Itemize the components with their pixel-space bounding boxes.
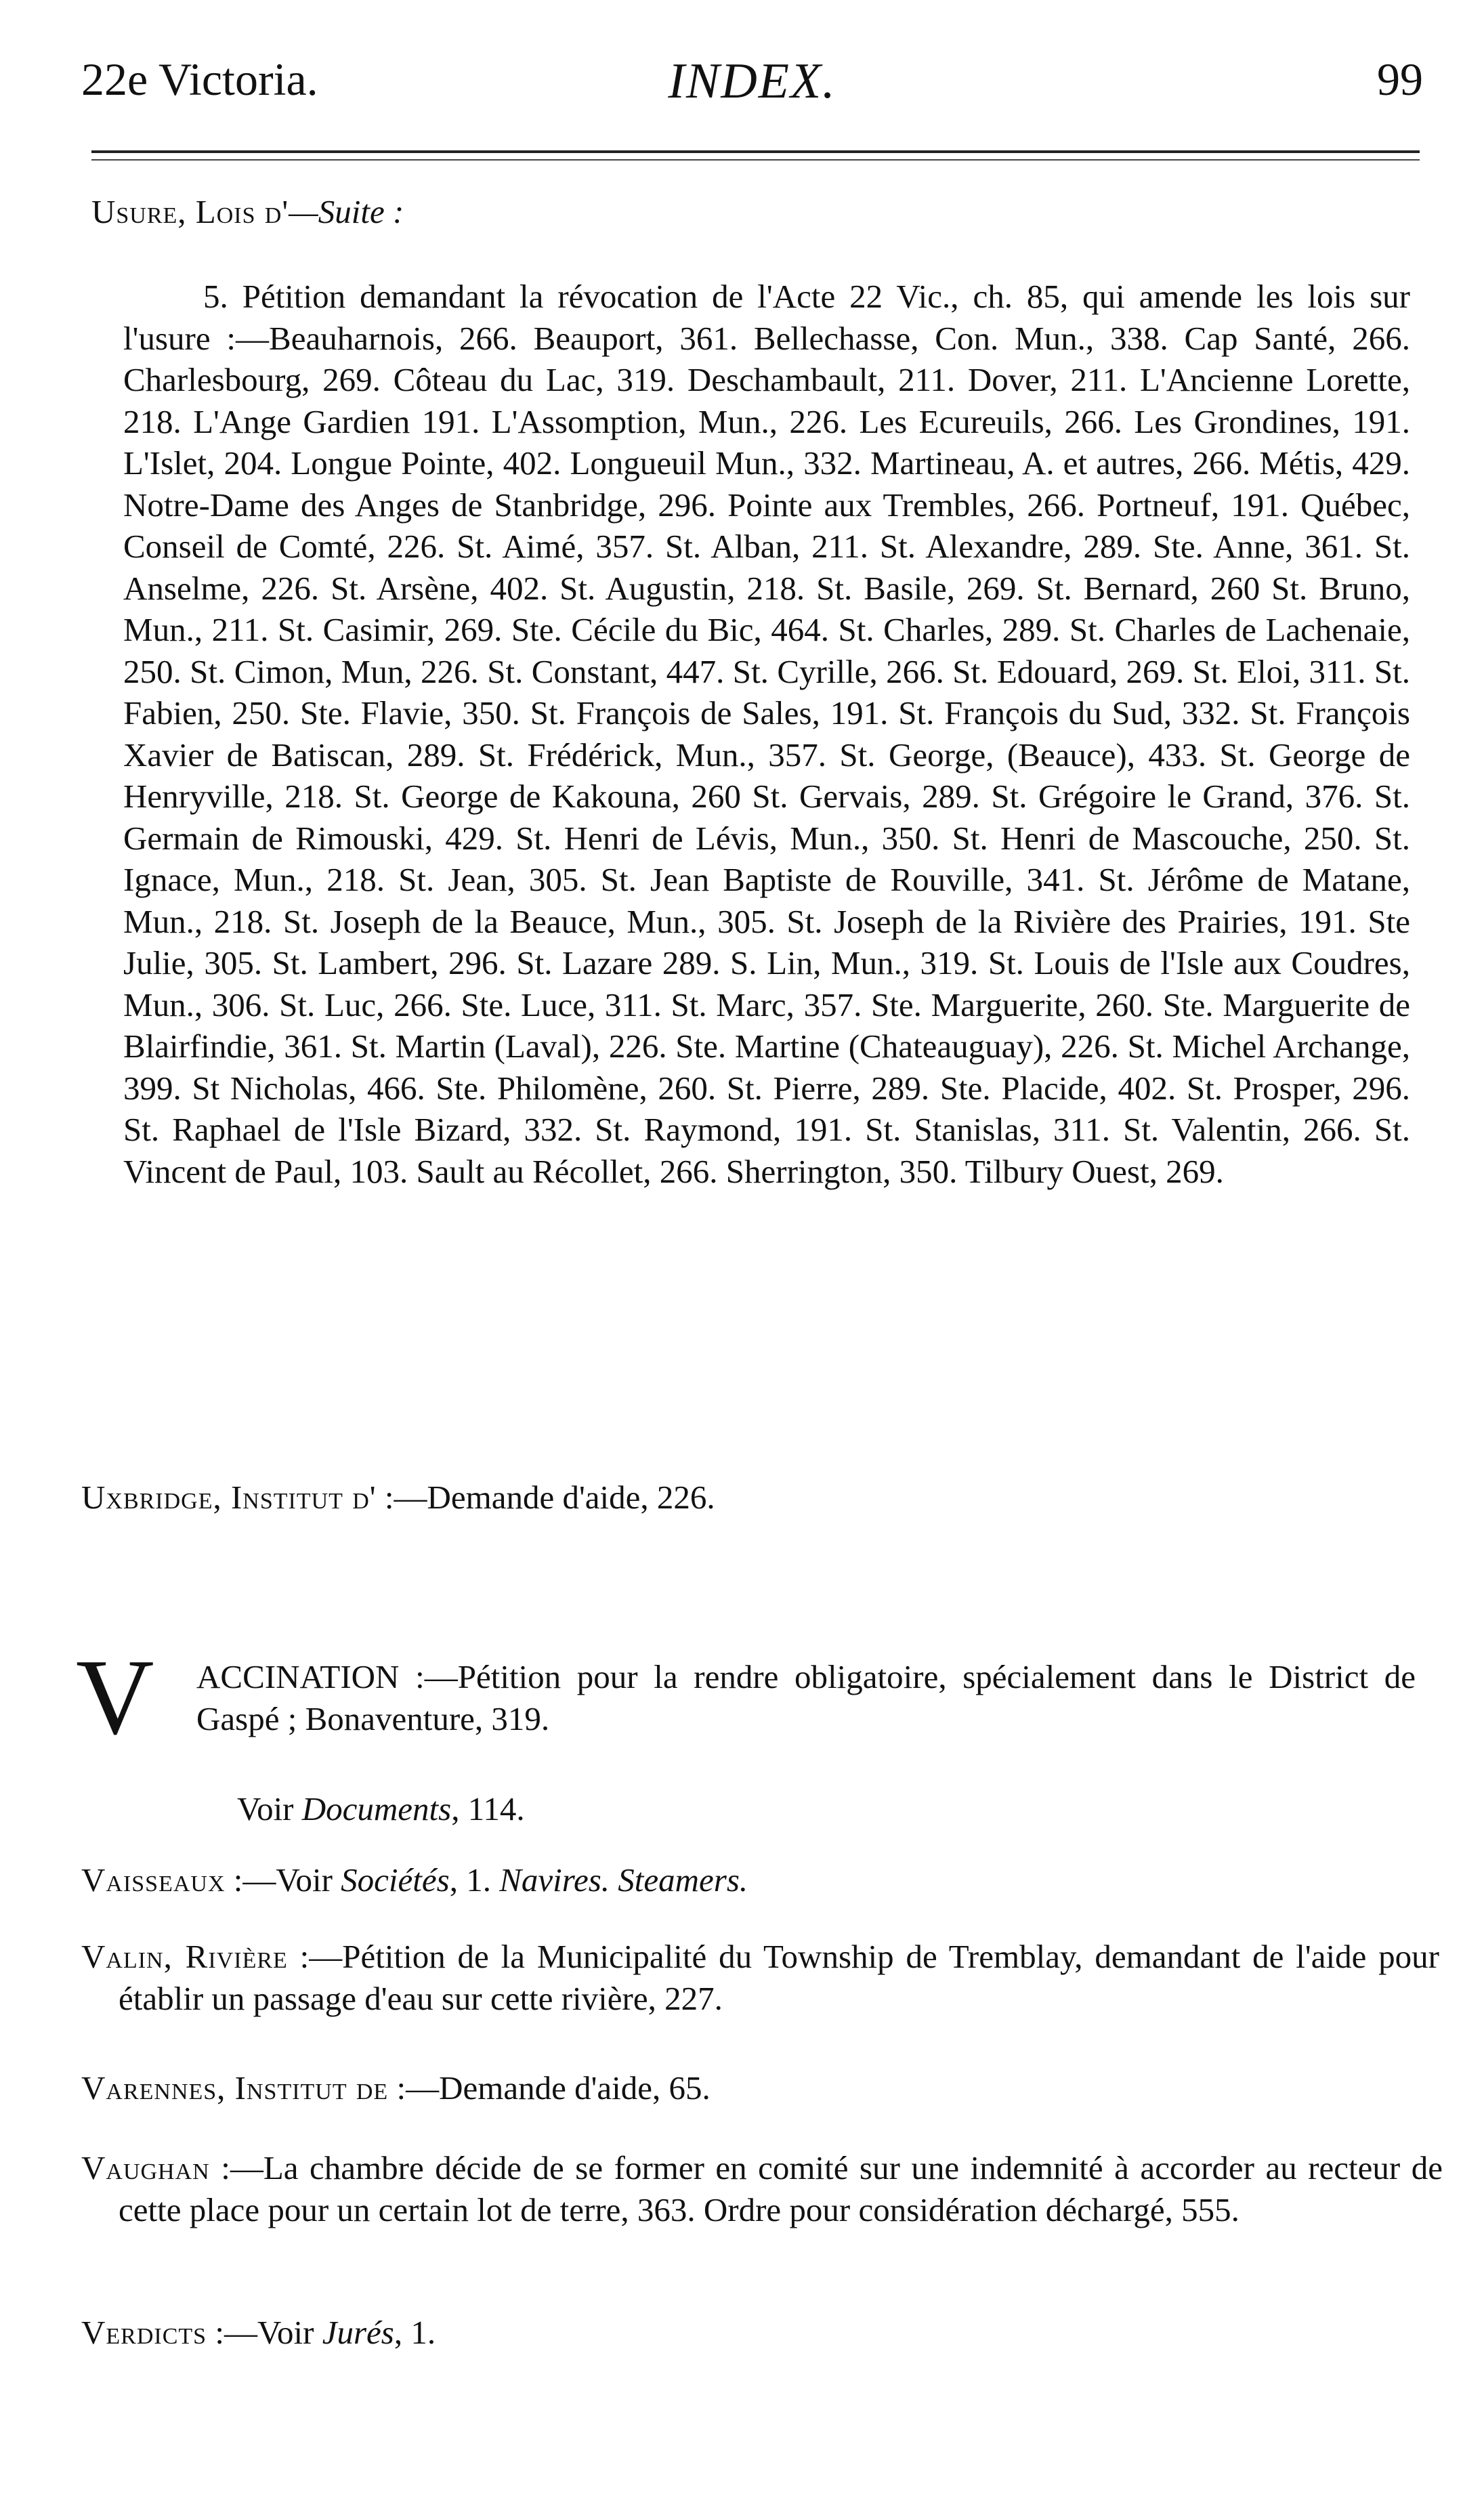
entry-uxbridge-text: :—Demande d'aide, 226. bbox=[376, 1479, 715, 1516]
entry-uxbridge-name: Uxbridge, Institut d' bbox=[81, 1479, 377, 1516]
header-title: INDEX. bbox=[668, 54, 836, 109]
entry-verdicts-page: , 1. bbox=[394, 2314, 436, 2351]
entry-vaisseaux-mid: , 1. bbox=[449, 1861, 500, 1899]
entry-varennes bbox=[81, 2067, 711, 2109]
entry-vaisseaux-ref2: Navires. Steamers. bbox=[499, 1861, 748, 1899]
entry-vaccination-voir bbox=[237, 1788, 525, 1830]
entry-vaisseaux-name: Vaisseaux bbox=[81, 1861, 226, 1899]
running-header bbox=[81, 41, 1423, 115]
entry-verdicts-text: :—Voir bbox=[207, 2314, 322, 2351]
entry-vaisseaux-ref1: Sociétés bbox=[341, 1861, 450, 1899]
drop-cap-v: V bbox=[76, 1636, 154, 1757]
entry-verdicts bbox=[81, 2312, 436, 2354]
entry-vaccination bbox=[196, 1656, 1416, 1739]
entry-vaccination-text: :—Pétition pour la rendre obligatoire, spécialement dans le District de Gaspé ; Bonaventure, 319. bbox=[196, 1658, 1416, 1737]
header-rule-thick bbox=[91, 150, 1420, 153]
entry-valin bbox=[81, 1936, 1439, 2019]
entry-valin-name: Valin, Rivière bbox=[81, 1938, 288, 1975]
header-volume: 22e Victoria. bbox=[81, 54, 318, 105]
entry-vaughan-text: :—La chambre décide de se former en comité sur une indemnité à accorder au recteur de cette place pour un certain lot de terre, 363. Ordre pour considération déchargé, 555. bbox=[119, 2149, 1443, 2228]
page-number: 99 bbox=[1377, 54, 1423, 105]
entry-vaisseaux bbox=[81, 1859, 748, 1901]
voir-page: , 114. bbox=[451, 1790, 525, 1827]
entry-usure-suite: —Suite : bbox=[289, 193, 404, 230]
entry-usure-body: 5. Pétition demandant la révocation de l'Acte 22 Vic., ch. 85, qui amende les lois sur l'usure :—Beauharnois, 266. Beauport, 361. Bellechasse, Con. Mun., 338. Cap Santé, 266. Charlesbourg, 269. Côteau du Lac, 319. Deschambault, 211. Dover, 211. L'Ancienne Lorette, 218. L'Ange Gardien 191. L'Assomption, Mun., 226. Les Ecureuils, 266. Les Grondines, 191. L'Islet, 204. Longue Pointe, 402. Longueuil Mun., 332. Martineau, A. et autres, 266. Métis, 429. Notre-Dame des Anges de Stanbridge, 296. Pointe aux Trembles, 266. Portneuf, 191. Québec, Conseil de Comté, 226. St. Aimé, 357. St. Alban, 211. St. Alexandre, 289. Ste. Anne, 361. St. Anselme, 226. St. Arsène, 402. St. Augustin, 218. St. Basile, 269. St. Bernard, 260 St. Bruno, Mun., 211. St. Casimir, 269. Ste. Cécile du Bic, 464. St. Charles, 289. St. Charles de Lachenaie, 250. St. Cimon, Mun, 226. St. Constant, 447. St. Cyrille, 266. St. Edouard, 269. St. Eloi, 311. St. Fabien, 250. Ste. Flavie, 350. St. François de Sales, 191. St. François du Sud, 332. St. François Xavier de Batiscan, 289. St. Frédérick, Mun., 357. St. George, (Beauce), 433. St. George de Henryville, 218. St. George de Kakouna, 260 St. Gervais, 289. St. Grégoire le Grand, 376. St. Germain de Rimouski, 429. St. Henri de Lévis, Mun., 350. St. Henri de Mascouche, 250. St. Ignace, Mun., 218. St. Jean, 305. St. Jean Baptiste de Rouville, 341. St. Jérôme de Matane, Mun., 218. St. Joseph de la Beauce, Mun., 305. St. Joseph de la Rivière des Prairies, 191. Ste Julie, 305. St. Lambert, 296. St. Lazare 289. S. Lin, Mun., 319. St. Louis de l'Isle aux Coudres, Mun., 306. St. Luc, 266. Ste. Luce, 311. St. Marc, 357. Ste. Marguerite, 260. Ste. Marguerite de Blairfindie, 361. St. Martin (Laval), 226. Ste. Martine (Chateauguay), 226. St. Michel Archange, 399. St Nicholas, 466. Ste. Philomène, 260. St. Pierre, 289. Ste. Placide, 402. St. Prosper, 296. St. Raphael de l'Isle Bizard, 332. St. Raymond, 191. St. Stanislas, 311. St. Valentin, 266. St. Vincent de Paul, 103. Sault au Récollet, 266. Sherrington, 350. Tilbury Ouest, 269. bbox=[123, 278, 1410, 1190]
entry-vaisseaux-text: :—Voir bbox=[225, 1861, 341, 1899]
entry-verdicts-name: Verdicts bbox=[81, 2314, 207, 2351]
entry-valin-text: :—Pétition de la Municipalité du Township de Tremblay, demandant de l'aide pour établir un passage d'eau sur cette rivière, 227. bbox=[119, 1938, 1439, 2017]
entry-usure-heading bbox=[91, 191, 404, 233]
voir-label: Voir bbox=[237, 1790, 302, 1827]
entry-vaughan-name: Vaughan bbox=[81, 2149, 210, 2186]
entry-uxbridge bbox=[81, 1477, 1416, 1519]
entry-vaughan bbox=[81, 2147, 1443, 2230]
entry-varennes-text: :—Demande d'aide, 65. bbox=[388, 2069, 711, 2107]
entry-verdicts-ref: Jurés bbox=[322, 2314, 394, 2351]
header-rule-thin bbox=[91, 159, 1420, 161]
entry-usure-name: Usure, Lois d' bbox=[91, 193, 289, 230]
entry-varennes-name: Varennes, Institut de bbox=[81, 2069, 389, 2107]
entry-vaccination-name: ACCINATION bbox=[196, 1658, 400, 1695]
voir-ref: Documents bbox=[301, 1790, 452, 1827]
